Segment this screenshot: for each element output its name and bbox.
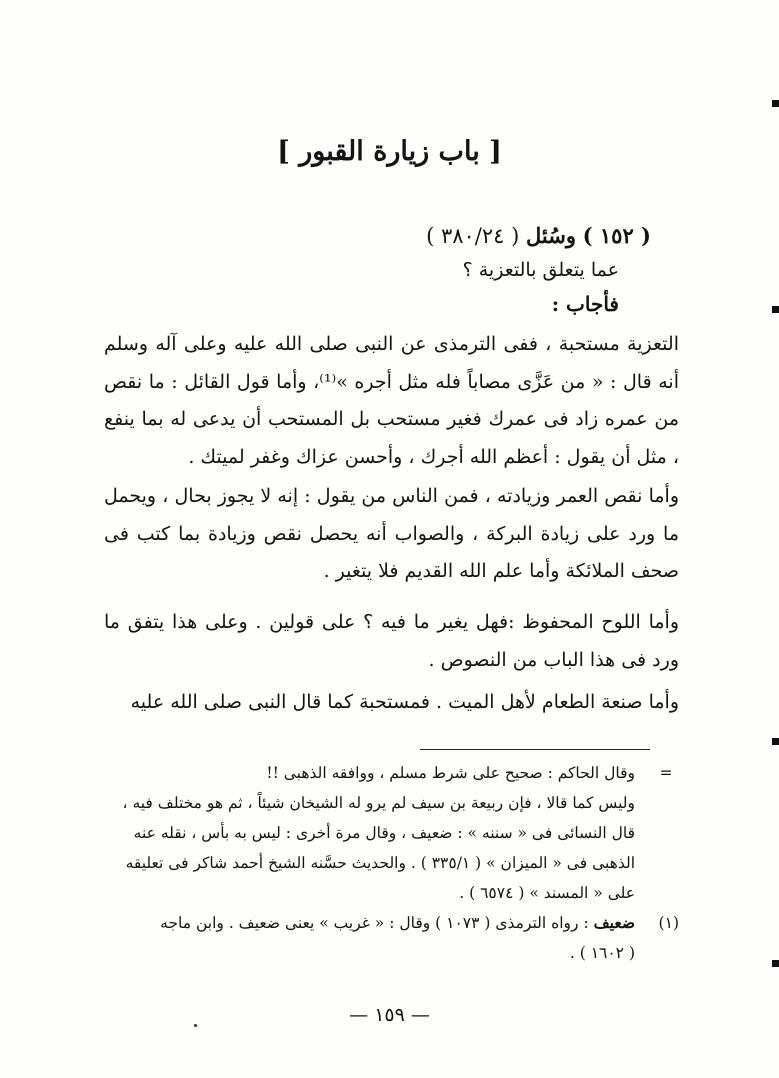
footnote-line: على « المسند » ( ٦٥٧٤ ) .: [459, 884, 635, 902]
footnote-line: [104, 908, 635, 938]
continuation-marker: =: [659, 764, 673, 782]
scan-edge-mark: [772, 960, 779, 967]
question-asked: وسُئل: [525, 223, 576, 248]
paragraph-preserved-tablet: وأما اللوح المحفوظ :فهل يغير ما فيه ؟ على قولين . وعلى هذا يتفق ما ورد فى هذا الباب من النصوص .: [104, 611, 679, 671]
footnote-marker: (١): [658, 914, 679, 932]
scan-edge-mark: [772, 738, 779, 745]
footnote-1: [104, 908, 679, 968]
scan-edge-mark: [772, 306, 779, 313]
footnote-line: الذهبى فى « الميزان » ( ٣٣٥/١ ) . والحديث حسَّنه الشيخ أحمد شاكر فى تعليقه: [125, 854, 635, 872]
scan-speck: [194, 1024, 197, 1027]
paragraph-condolence: التعزية مستحبة ، ففى الترمذى عن النبى صلى الله عليه وعلى آله وسلم أنه قال : « من عَزَّى مصاباً فله مثل أجره »⁽¹⁾، وأما قول القائل : ما نقص من عمره زاد فى عمرك فغير مستحب بل المستحب أن يدعى له بما ينفع ، مثل أن يقول : أعظم الله أجرك ، وأحسن عزاك وغفر لميتك .: [104, 333, 679, 468]
question-number: ( ١٥٢ ): [582, 223, 651, 248]
question-heading: [131, 218, 651, 254]
paragraph-food: وأما صنعة الطعام لأهل الميت . فمستحبة كما قال النبى صلى الله عليه: [130, 691, 679, 713]
paragraph-lifespan: وأما نقص العمر وزيادته ، فمن الناس من يقول : إنه لا يجوز بحال ، ويحمل ما ورد على زيادة البركة ، والصواب أنه يحصل نقص وزيادة بما كتب فى صحف الملائكة وأما علم الله القديم فلا يتغير .: [104, 485, 679, 582]
footnote-line: ( ١٦٠٢ ) .: [569, 944, 635, 962]
footnote-line: وقال الحاكم : صحيح على شرط مسلم ، ووافقه الذهبى !!: [266, 764, 635, 782]
question-subject: عما يتعلق بالتعزية ؟: [462, 259, 619, 281]
scan-edge-mark: [772, 100, 779, 107]
footnote-continuation: [104, 758, 679, 908]
page-number: — ١٥٩ —: [349, 1004, 430, 1026]
footnote-line: وليس كما قالا ، فإن ربيعة بن سيف لم يرو له الشيخان شيئاً ، ثم هو مختلف فيه ،: [122, 794, 635, 812]
footnote-grade: ضعيف: [593, 913, 635, 932]
footnote-text: : رواه الترمذى ( ١٠٧٣ ) وقال : « غريب » يعنى ضعيف . وابن ماجه: [160, 914, 589, 932]
question-reference: ( ٣٨٠/٢٤ ): [426, 224, 520, 248]
chapter-title: [ باب زيارة القبور ]: [277, 136, 502, 167]
footnote-separator: [420, 749, 650, 750]
footnote-line: قال النسائى فى « سننه » : ضعيف ، وقال مرة أخرى : ليس به بأس ، نقله عنه: [133, 824, 635, 842]
answer-label: فأجاب :: [551, 292, 619, 316]
